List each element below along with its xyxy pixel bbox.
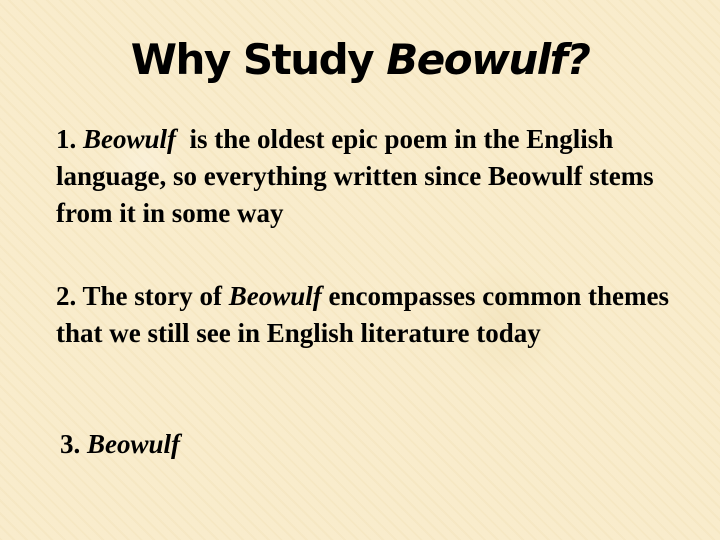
point-1-number: 1. (56, 124, 83, 154)
point-1-emphasis: Beowulf (83, 124, 177, 154)
point-2 (56, 278, 686, 352)
point-2-text: encompasses common themes that we still see in English literature today (56, 281, 669, 348)
point-3-emphasis: Beowulf (87, 429, 181, 459)
slide-title-emphasis: Beowulf? (386, 35, 590, 84)
point-2-lead: The story of (82, 281, 229, 311)
point-3 (60, 426, 690, 463)
point-3-number: 3. (60, 429, 87, 459)
point-2-emphasis: Beowulf (228, 281, 322, 311)
point-1-text: is the oldest epic poem in the English language, so everything written since Beowulf stems from it in some way (56, 124, 661, 228)
point-2-number: 2. (56, 281, 83, 311)
point-1 (56, 121, 686, 232)
slide-title-prefix: Why Study (130, 35, 387, 84)
slide-title (0, 30, 720, 90)
